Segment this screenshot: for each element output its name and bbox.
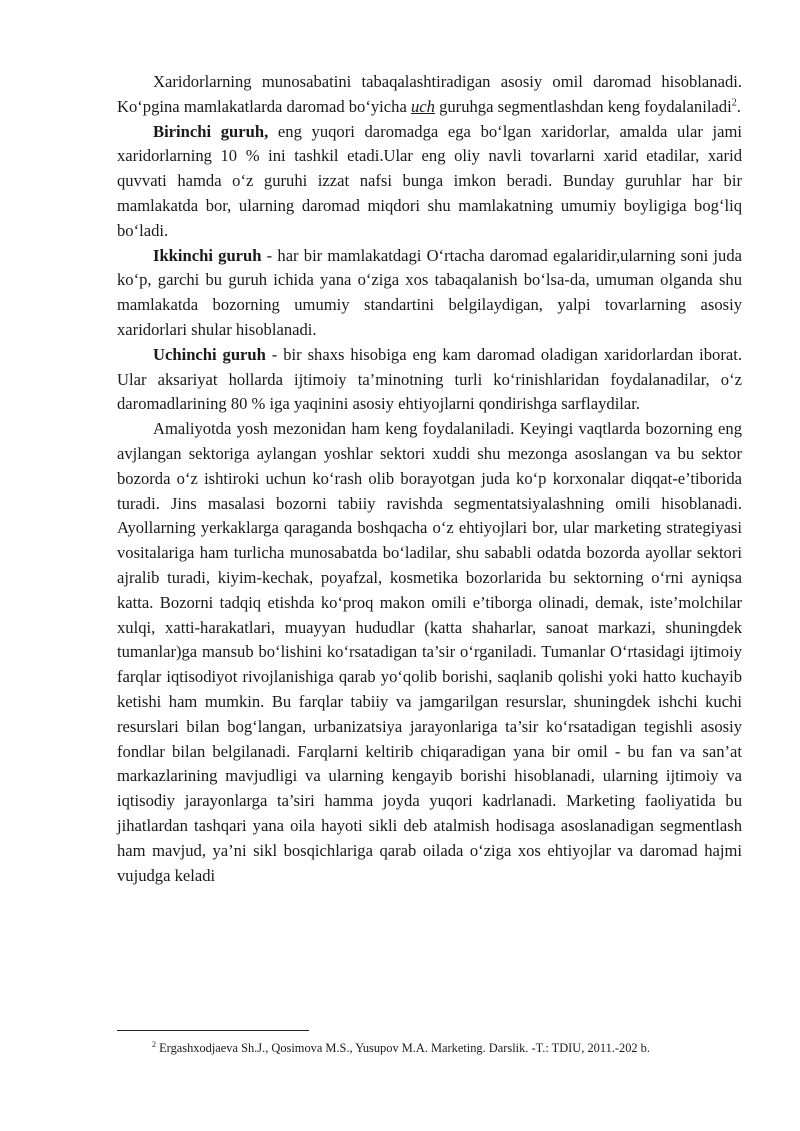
paragraph-third-group [117,343,742,417]
group-heading: Uchinchi guruh [153,344,266,364]
paragraph-text: Amaliyotda yosh mezonidan ham keng foydalaniladi. Keyingi vaqtlarda bozorning eng avjlangan sektoriga aylangan yoshlar sektori xuddi shu mezonga asoslangan va bu sektor bozorda o‘z ishtiroki uchun ko‘rash olib borayotgan juda ko‘p korxonalar diqqat-e’tiborida turadi. Jins masalasi bozorni tabiiy ravishda segmentatsiyalashning omili hisoblanadi. Ayollarning yerkaklarga qaraganda boshqacha o‘z ehtiyojlari bor, ular marketing strategiyasi vositalariga ham turlicha munosabatda bo‘ladilar, shu sababli odatda bozorda ayollar sektori ajralib turadi, kiyim-kechak, poyafzal, kosmetika bozorlarida bu sektorning o‘rni ayniqsa katta. Bozorni tadqiq etishda ko‘proq makon omili e’tiborga olinadi, demak, iste’molchilar xulqi, xatti-harakatlari, muayyan hududlar (katta shaharlar, sanoat markazi, shuningdek tumanlar)ga mansub bo‘lishini ko‘rsatadigan ta’sir o‘rganiladi. Tumanlar O‘rtasidagi ijtimoiy farqlar iqtisodiyot rivojlanishiga qarab yo‘qolib borishi, saqlanib qolishi yoki hatto kuchayib ketishi ham mumkin. Bu farqlar tabiiy va jamgarilgan resurslar, shuningdek ishchi kuchi resurslari bilan bog‘langan, urbanizatsiya jarayonlariga ta’sir ko‘rsatadigan tegishli asosiy fondlar bilan belgilanadi. Farqlarni keltirib chiqaradigan yana bir omil - bu fan va san’at markazlarining mavjudligi va ularning kengayib borishi hisoblanadi, ularning ijtimoiy va iqtisodiy jarayonlarga ta’siri hamma joyda yuqori kadrlanadi. Marketing faoliyatida bu jihatlardan tashqari yana oila hayoti sikli deb atalmish hodisaga asoslanadigan segmentlash ham mavjud, ya’ni sikl bosqichlariga qarab oilada o‘ziga xos ehtiyojlar va daromad hajmi vujudga keladi [117,419,742,885]
paragraph-income-factor [117,70,742,120]
paragraph-text: guruhga segmentlashdan keng foydalaniladi [434,96,732,116]
footnote-separator [117,1030,309,1031]
footnote-mark: 2 [152,1039,156,1049]
footnote [152,1040,752,1056]
paragraph-first-group [117,120,742,244]
paragraph-text: - har bir mamlakatdagi O‘rtacha daromad egalaridir,ularning soni juda ko‘p, garchi bu guruh ichida yana o‘ziga xos tabaqalanish bo‘lsa-da, umuman olganda shu mamlakatda bozorning umumiy standartini belgilaydigan, yalpi tovarlarning asosiy xaridorlari shular hisoblanadi. [117,245,742,339]
paragraph-text: Xaridorlarning munosabatini tabaqalashtiradigan asosiy omil daromad hisoblanadi. Ko‘pgina mamlakatlarda daromad bo‘yicha [117,72,742,116]
emphasized-word: uch [410,96,435,116]
paragraph-text: - bir shaxs hisobiga eng kam daromad oladigan xaridorlardan iborat. Ular aksariyat hollarda ijtimoiy ta’minotning turli ko‘rinishlaridan foydalanadilar, o‘z daromadlarining 80 % iga yaqinini asosiy ehtiyojlarni qondirishga sarflaydilar. [117,344,743,414]
footnote-reference[interactable]: 2 [731,97,737,109]
group-heading: Ikkinchi guruh [153,245,262,265]
footnote-text: Ergashxodjaeva Sh.J., Qosimova M.S., Yusupov M.A. Marketing. Darslik. -T.: TDIU, 2011.-202 b. [156,1041,650,1055]
document-body [117,70,742,888]
paragraph-text: eng yuqori daromadga ega bo‘lgan xaridorlar, amalda ular jami xaridorlarning 10 % ini tashkil etadi.Ular eng oliy navli tovarlarni xarid etadilar, xarid quvvati hamda o‘z guruhi izzat nafsi bunga imkon beradi. Bunday guruhlar har bir mamlakatda bor, ularning daromad miqdori shu mamlakatning umumiy boyligiga bog‘liq bo‘ladi. [117,121,743,240]
paragraph-text: . [736,96,741,116]
paragraph-other-criteria [117,417,742,888]
paragraph-second-group [117,244,742,343]
group-heading: Birinchi guruh, [153,121,269,141]
